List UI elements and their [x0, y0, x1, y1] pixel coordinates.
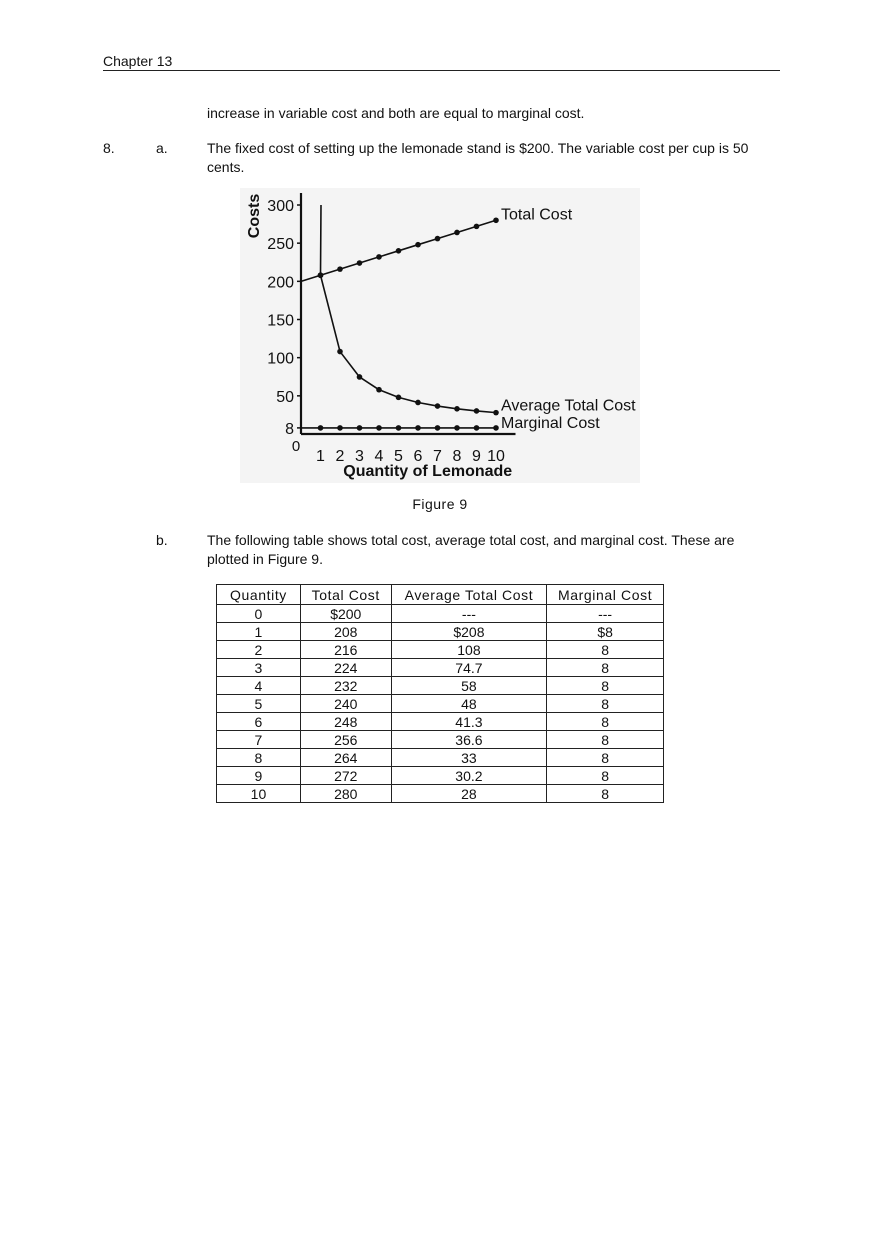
table-cell: 36.6 — [391, 731, 547, 749]
y-tick-label: 150 — [267, 312, 294, 330]
average-total-cost-point — [454, 406, 460, 412]
average-total-cost-point — [357, 374, 363, 380]
table-cell: 8 — [547, 677, 664, 695]
total-cost-point — [376, 254, 382, 260]
total-cost-point — [435, 236, 441, 242]
marginal-cost-point — [318, 425, 324, 431]
y-tick-label: 100 — [267, 350, 294, 368]
part-b-text: The following table shows total cost, average total cost, and marginal cost. These are plotted in Figure 9. — [207, 532, 735, 567]
table-cell: 4 — [217, 677, 301, 695]
marginal-cost-point — [474, 425, 480, 431]
average-total-cost-point — [435, 403, 441, 409]
average-total-cost-label: Average Total Cost — [501, 397, 636, 415]
marginal-cost-point — [493, 425, 499, 431]
table-cell: 248 — [300, 713, 391, 731]
question-number: 8. — [103, 140, 115, 156]
average-total-cost-point — [493, 410, 499, 416]
cost-chart — [240, 188, 640, 483]
table-row — [217, 605, 664, 623]
header-quantity: Quantity — [217, 585, 301, 605]
marginal-cost-point — [415, 425, 421, 431]
average-total-cost-point — [318, 272, 324, 278]
table-row — [217, 641, 664, 659]
y-tick-label: 250 — [267, 236, 294, 254]
table-cell: 8 — [217, 749, 301, 767]
table-cell: --- — [391, 605, 547, 623]
y-tick-label: 8 — [285, 420, 294, 438]
table-cell: 8 — [547, 641, 664, 659]
table-cell: $200 — [300, 605, 391, 623]
x-tick-label: 9 — [472, 448, 481, 465]
marginal-cost-point — [396, 425, 402, 431]
x-tick-label: 6 — [413, 448, 423, 465]
origin-label: 0 — [291, 438, 301, 455]
figure-9 — [240, 188, 640, 483]
table-cell: 208 — [300, 623, 391, 641]
total-cost-point — [474, 224, 480, 230]
x-tick-label: 3 — [355, 448, 364, 465]
average-total-cost-point — [376, 387, 382, 393]
table-cell: 7 — [217, 731, 301, 749]
average-total-cost-point — [337, 349, 343, 355]
x-tick-label: 7 — [433, 448, 442, 465]
table-cell: --- — [547, 605, 664, 623]
table-cell: 280 — [300, 785, 391, 803]
table-cell: 8 — [547, 749, 664, 767]
table-cell: 3 — [217, 659, 301, 677]
y-tick-label: 50 — [276, 388, 294, 406]
average-total-cost-point — [415, 400, 421, 406]
header-marginal-cost: Marginal Cost — [547, 585, 664, 605]
marginal-cost-point — [454, 425, 460, 431]
table-cell: 232 — [300, 677, 391, 695]
table-cell: 5 — [217, 695, 301, 713]
table-cell: 9 — [217, 767, 301, 785]
x-tick-label: 2 — [335, 448, 345, 465]
total-cost-label: Total Cost — [501, 206, 573, 224]
table-cell: 48 — [391, 695, 547, 713]
table-row — [217, 695, 664, 713]
table-cell: 74.7 — [391, 659, 547, 677]
table-cell: 224 — [300, 659, 391, 677]
table-cell: 272 — [300, 767, 391, 785]
table-cell: $8 — [547, 623, 664, 641]
average-total-cost-line — [321, 205, 497, 413]
x-tick-label: 4 — [374, 448, 384, 465]
cost-table — [216, 584, 664, 803]
table-row — [217, 659, 664, 677]
total-cost-point — [357, 260, 363, 266]
chapter-header: Chapter 13 — [103, 53, 780, 71]
total-cost-point — [493, 217, 499, 223]
table-cell: 216 — [300, 641, 391, 659]
part-b-label: b. — [156, 532, 168, 548]
y-tick-label: 200 — [267, 274, 294, 292]
table-row — [217, 677, 664, 695]
total-cost-point — [396, 248, 402, 254]
total-cost-point — [415, 242, 421, 248]
marginal-cost-label: Marginal Cost — [501, 414, 600, 432]
marginal-cost-point — [357, 425, 363, 431]
total-cost-point — [337, 266, 343, 272]
table-row — [217, 767, 664, 785]
header-average-total-cost: Average Total Cost — [391, 585, 547, 605]
y-axis-title: Costs — [246, 193, 263, 239]
table-header-row — [217, 585, 664, 605]
table-cell: 108 — [391, 641, 547, 659]
marginal-cost-point — [435, 425, 441, 431]
marginal-cost-point — [337, 425, 343, 431]
intro-line: increase in variable cost and both are equal to marginal cost. — [207, 105, 585, 121]
y-tick-label: 300 — [267, 198, 294, 215]
part-a-label: a. — [156, 140, 168, 156]
table-cell: 264 — [300, 749, 391, 767]
table-cell: 30.2 — [391, 767, 547, 785]
table-cell: $208 — [391, 623, 547, 641]
table-cell: 1 — [217, 623, 301, 641]
table-row — [217, 731, 664, 749]
x-tick-label: 8 — [452, 448, 462, 465]
x-tick-label: 10 — [487, 448, 505, 465]
table-cell: 41.3 — [391, 713, 547, 731]
table-cell: 8 — [547, 659, 664, 677]
header-total-cost: Total Cost — [300, 585, 391, 605]
average-total-cost-point — [396, 395, 402, 401]
table-cell: 2 — [217, 641, 301, 659]
x-tick-label: 1 — [316, 448, 325, 465]
total-cost-point — [454, 230, 460, 236]
table-cell: 6 — [217, 713, 301, 731]
marginal-cost-point — [376, 425, 382, 431]
figure-caption: Figure 9 — [412, 496, 468, 512]
table-cell: 8 — [547, 731, 664, 749]
table-row — [217, 785, 664, 803]
table-cell: 10 — [217, 785, 301, 803]
part-a-text: The fixed cost of setting up the lemonade stand is $200. The variable cost per cup is 50 cents. — [207, 140, 749, 175]
x-tick-label: 5 — [394, 448, 403, 465]
table-cell: 8 — [547, 767, 664, 785]
table-row — [217, 713, 664, 731]
table-cell: 33 — [391, 749, 547, 767]
table-cell: 8 — [547, 785, 664, 803]
table-row — [217, 623, 664, 641]
table-cell: 8 — [547, 713, 664, 731]
table-cell: 28 — [391, 785, 547, 803]
table-row — [217, 749, 664, 767]
table-cell: 58 — [391, 677, 547, 695]
table-cell: 240 — [300, 695, 391, 713]
table-cell: 0 — [217, 605, 301, 623]
average-total-cost-point — [474, 408, 480, 414]
table-cell: 8 — [547, 695, 664, 713]
x-axis-title: Quantity of Lemonade — [343, 463, 513, 480]
table-cell: 256 — [300, 731, 391, 749]
